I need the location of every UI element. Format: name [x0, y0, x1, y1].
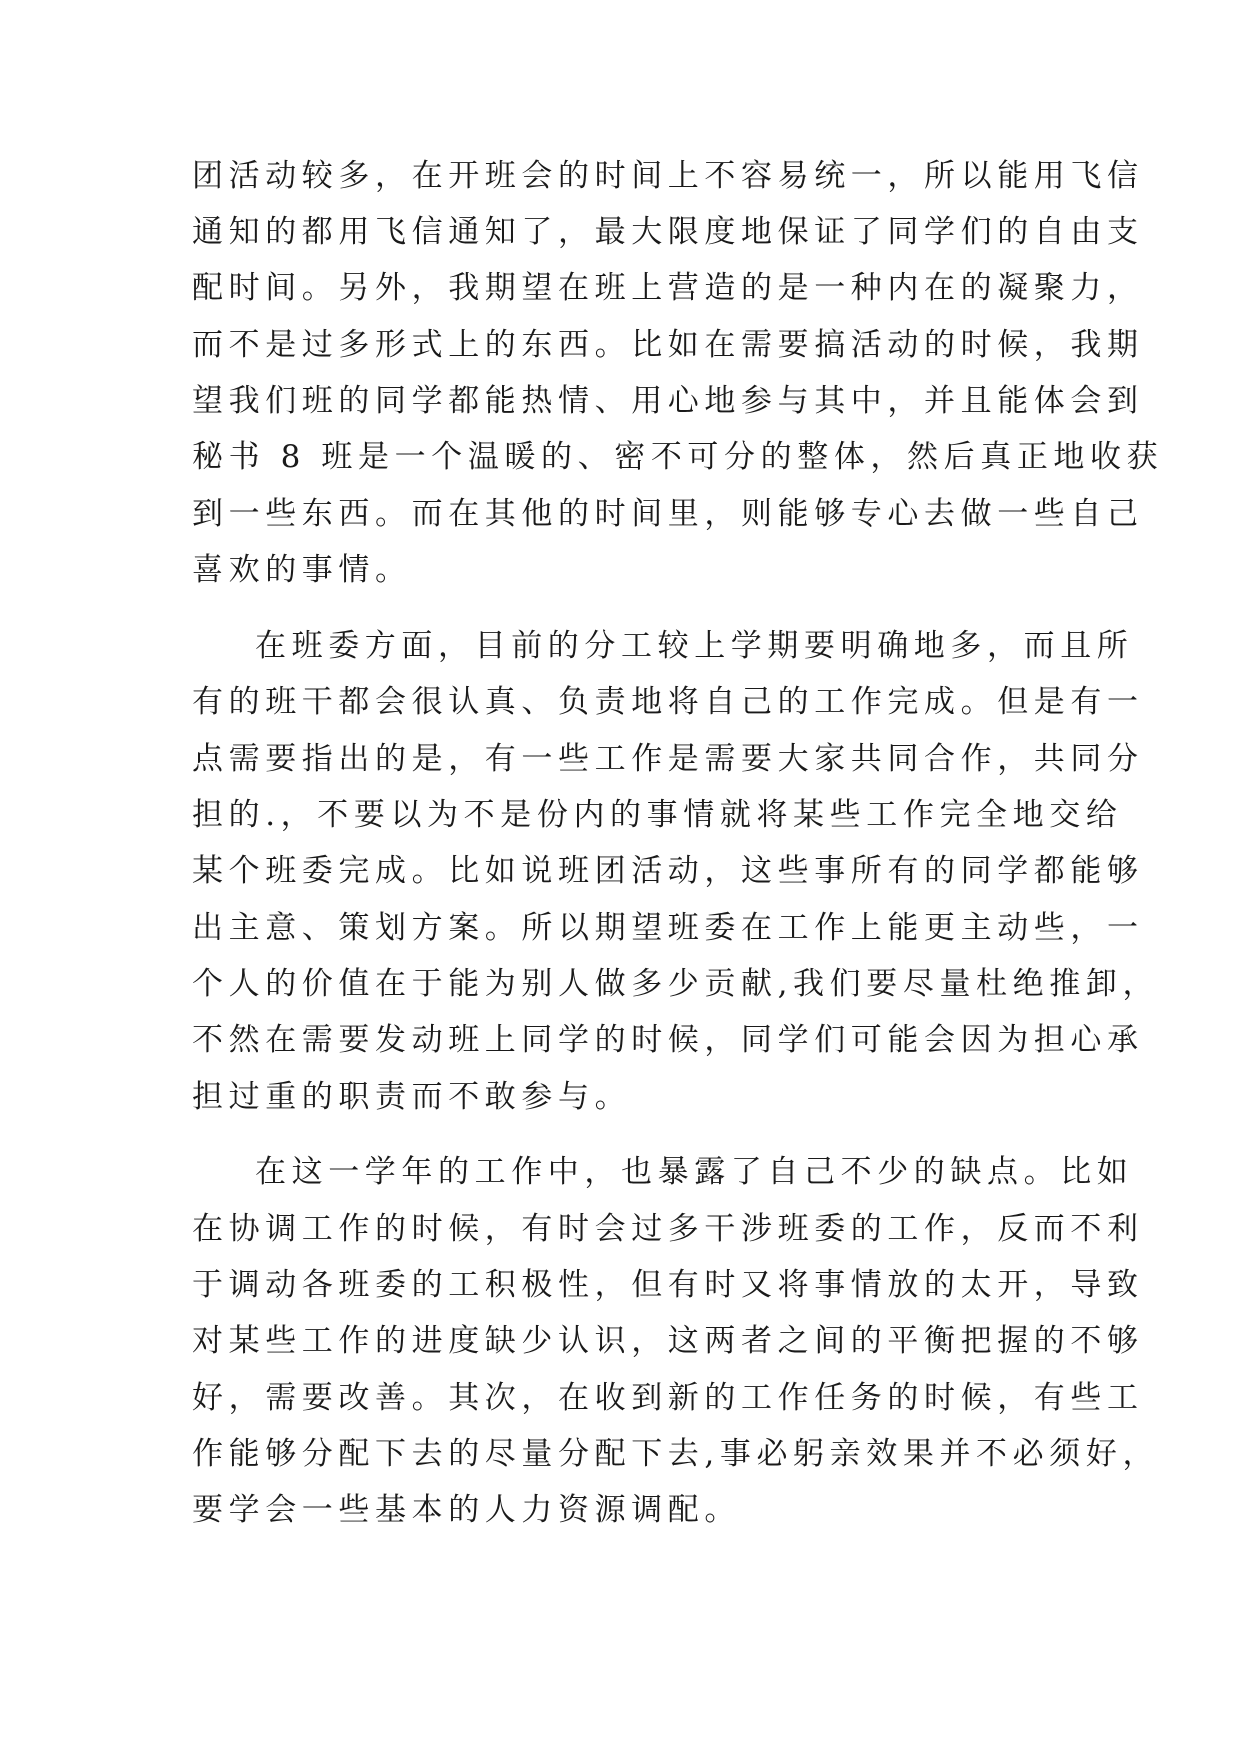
paragraph-1-line-5: 望我们班的同学都能热情、用心地参与其中，并且能体会到 — [192, 383, 1144, 419]
paragraph-3-line-2: 在协调工作的时候，有时会过多干涉班委的工作，反而不利 — [192, 1211, 1144, 1247]
paragraph-2-line-9: 担过重的职责而不敢参与。 — [192, 1079, 632, 1115]
paragraph-1-line-8: 喜欢的事情。 — [192, 552, 412, 588]
paragraph-1-line-1: 团活动较多，在开班会的时间上不容易统一，所以能用飞信 — [192, 158, 1144, 194]
paragraph-2-line-1: 在班委方面，目前的分工较上学期要明确地多，而且所 — [255, 628, 1134, 664]
paragraph-2-line-3: 点需要指出的是，有一些工作是需要大家共同合作，共同分 — [192, 741, 1144, 777]
paragraph-3-line-4: 对某些工作的进度缺少认识，这两者之间的平衡把握的不够 — [192, 1323, 1144, 1359]
paragraph-3-line-1: 在这一学年的工作中，也暴露了自己不少的缺点。比如 — [255, 1154, 1134, 1190]
paragraph-1-line-7: 到一些东西。而在其他的时间里，则能够专心去做一些自己 — [192, 496, 1144, 532]
paragraph-2-line-4: 担的.，不要以为不是份内的事情就将某些工作完全地交给 — [192, 797, 1123, 833]
paragraph-3-line-3: 于调动各班委的工积极性，但有时又将事情放的太开，导致 — [192, 1267, 1144, 1303]
paragraph-3-line-7: 要学会一些基本的人力资源调配。 — [192, 1492, 741, 1528]
paragraph-3-line-5: 好，需要改善。其次，在收到新的工作任务的时候，有些工 — [192, 1380, 1144, 1416]
paragraph-1-line-4: 而不是过多形式上的东西。比如在需要搞活动的时候，我期 — [192, 327, 1144, 363]
paragraph-1-line-3: 配时间。另外，我期望在班上营造的是一种内在的凝聚力， — [192, 270, 1144, 306]
paragraph-2-line-8: 不然在需要发动班上同学的时候，同学们可能会因为担心承 — [192, 1022, 1144, 1058]
paragraph-2-line-6: 出主意、策划方案。所以期望班委在工作上能更主动些，一 — [192, 910, 1144, 946]
paragraph-2-line-2: 有的班干都会很认真、负责地将自己的工作完成。但是有一 — [192, 684, 1144, 720]
paragraph-3-line-6: 作能够分配下去的尽量分配下去,事必躬亲效果并不必须好， — [192, 1436, 1160, 1472]
paragraph-2-line-5: 某个班委完成。比如说班团活动，这些事所有的同学都能够 — [192, 853, 1144, 889]
paragraph-2-line-7: 个人的价值在于能为别人做多少贡献,我们要尽量杜绝推卸， — [192, 966, 1160, 1002]
paragraph-1-line-6: 秘书 8 班是一个温暖的、密不可分的整体，然后真正地收获 — [192, 439, 1164, 475]
paragraph-1-line-2: 通知的都用飞信通知了，最大限度地保证了同学们的自由支 — [192, 214, 1144, 250]
